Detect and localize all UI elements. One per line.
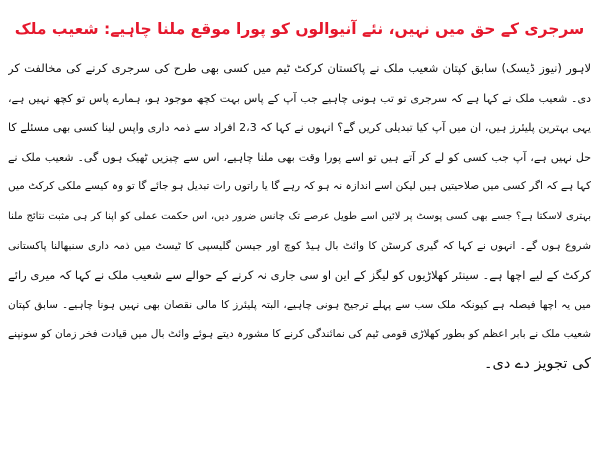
article-line: کی تجویز دے دی۔ bbox=[484, 355, 591, 372]
article-line: دی۔ شعیب ملک نے کہا ہے کہ سرجری تو تب ہونی چاہیے جب آپ کے پاس بہت کچھ موجود ہو، ہمارے پاس تو کچھ نہیں ہے، bbox=[8, 91, 591, 105]
article-line: شعیب ملک نے بابر اعظم کو بطور کھلاڑی قومی ٹیم کی نمائندگی کرنے کا مشورہ دیتے ہوئے وائٹ بال میں قیادت فخر زمان کو سونپنے bbox=[8, 328, 591, 341]
article-line: کہا ہے کہ اگر کسی میں صلاحیتیں ہیں لیکن اسے اندازہ نہ ہو کہ رہے گا یا راتوں رات تبدیل ہو جائے گا تو وہ کیسے ملکی کرکٹ میں bbox=[8, 180, 591, 193]
article-headline: سرجری کے حق میں نہیں، نئے آنیوالوں کو پورا موقع ملنا چاہیے: شعیب ملک bbox=[14, 20, 585, 38]
article-line: میں یہ اچھا فیصلہ ہے کیونکہ ملک سب سے پہلے ترجیح ہونی چاہیے، البتہ پلیئرز کا مالی نقصان بھی نہیں ہونا چاہیے۔ سابق کپتان bbox=[8, 298, 591, 311]
article-line: یہی بہترین پلیئرز ہیں، ان میں آپ کیا تبدیلی کریں گے؟ انہوں نے کہا کہ 2،3 افراد سے ذمہ داری واپس لینا کسی بھی مسئلے کا bbox=[8, 121, 591, 135]
article-line: بہتری لاسکتا ہے؟ جسے بھی کسی پوسٹ پر لائیں اسے طویل عرصے تک چانس ضرور دیں، اس حکمت عملی کو اپنا کر ہی مثبت نتائج ملنا bbox=[8, 210, 591, 222]
article-line: کرکٹ کے لیے اچھا ہے۔ سینئر کھلاڑیوں کو لیگز کے این او سی جاری نہ کرنے کے حوالے سے شعیب ملک نے کہا کہ میری رائے bbox=[8, 268, 591, 283]
article-line: حل نہیں ہے، آپ جب کسی کو لے کر آتے ہیں تو اسے پورا وقت بھی ملنا چاہیے، اس سے چیزیں ٹھیک ہوں گی۔ شعیب ملک نے bbox=[8, 150, 591, 164]
article-line: شروع ہوں گے۔ انہوں نے کہا کہ گیری کرسٹن کا وائٹ بال ہیڈ کوچ اور جیسن گلیسپی کا ٹیسٹ میں ذمہ داری سنبھالنا پاکستانی bbox=[8, 239, 591, 252]
article-body bbox=[8, 54, 591, 380]
article-line: لاہور (نیوز ڈیسک) سابق کپتان شعیب ملک نے پاکستان کرکٹ ٹیم میں کسی بھی طرح کی سرجری کرنے کی مخالفت کر bbox=[8, 61, 591, 75]
